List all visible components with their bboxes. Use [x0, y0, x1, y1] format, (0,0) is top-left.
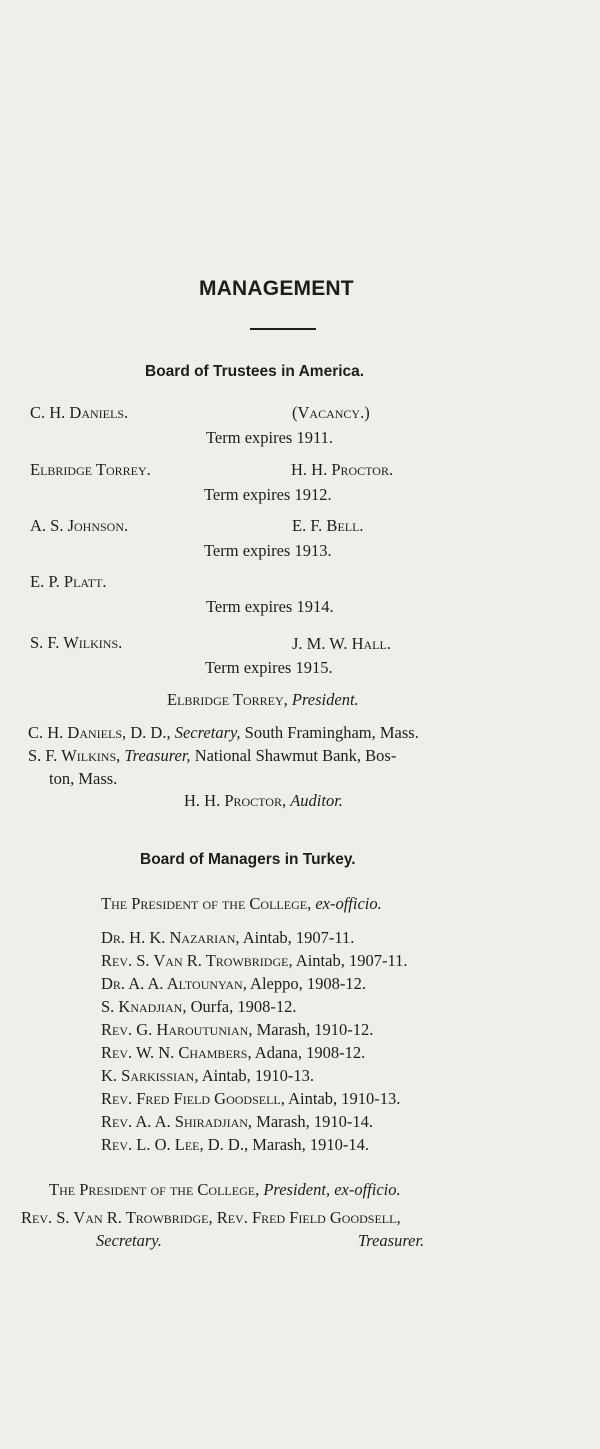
treasurer-name: S. F. Wilkins,	[28, 746, 121, 765]
member-name: Rev. A. A. Shiradjian,	[101, 1112, 253, 1131]
member-name: K. Sarkissian,	[101, 1066, 199, 1085]
trustee-left: Elbridge Torrey.	[30, 460, 151, 479]
treasurer-officer-name: Rev. Fred Field Goodsell,	[216, 1208, 401, 1227]
managers-heading: Board of Managers in Turkey.	[140, 851, 356, 868]
member-place-term: Aintab, 1907-11.	[295, 951, 408, 970]
trustees-president-line	[167, 690, 359, 710]
term-line: Term expires 1915.	[205, 658, 333, 677]
exofficio-name: The President of the College,	[101, 894, 312, 913]
member-place-term: Marash, 1910-14.	[256, 1112, 374, 1131]
member-name: Rev. Fred Field Goodsell,	[101, 1089, 285, 1108]
member-line	[101, 974, 366, 994]
term-line: Term expires 1914.	[206, 597, 334, 616]
trustee-left: C. H. Daniels.	[30, 403, 129, 422]
title-rule	[250, 328, 316, 330]
member-line	[101, 928, 354, 948]
trustee-left: E. P. Platt.	[30, 572, 107, 591]
treasurer-officer-role: Treasurer.	[358, 1231, 425, 1250]
member-place-term: Adana, 1908-12.	[254, 1043, 366, 1062]
managers-president-line	[49, 1180, 401, 1200]
auditor-role: Auditor.	[290, 791, 343, 810]
member-place-term: Aleppo, 1908-12.	[250, 974, 366, 993]
member-name: Dr. A. A. Altounyan,	[101, 974, 247, 993]
auditor-name: H. H. Proctor,	[184, 791, 287, 810]
secretary-officer-role: Secretary.	[96, 1231, 162, 1250]
term-line: Term expires 1913.	[204, 541, 332, 560]
member-name: Rev. L. O. Lee, D. D.,	[101, 1135, 249, 1154]
page-title: MANAGEMENT	[199, 277, 354, 300]
member-line	[101, 1043, 365, 1063]
member-place-term: Marash, 1910-14.	[252, 1135, 370, 1154]
member-line	[101, 1066, 314, 1086]
term-line: Term expires 1911.	[206, 428, 333, 447]
term-line: Term expires 1912.	[204, 485, 332, 504]
officers-line	[21, 1208, 401, 1228]
exofficio-line	[101, 894, 382, 914]
secretary-officer-name: Rev. S. Van R. Trowbridge,	[21, 1208, 213, 1227]
trustee-right: E. F. Bell.	[292, 516, 364, 535]
treasurer-role: Treasurer,	[124, 746, 191, 765]
trustee-left: A. S. Johnson.	[30, 516, 129, 535]
trustee-left: S. F. Wilkins.	[30, 633, 123, 652]
member-name: Rev. S. Van R. Trowbridge,	[101, 951, 293, 970]
member-line	[101, 997, 296, 1017]
exofficio-role: ex-officio.	[315, 894, 382, 913]
trustees-heading: Board of Trustees in America.	[145, 363, 365, 380]
trustee-right: H. H. Proctor.	[291, 460, 394, 479]
member-place-term: Aintab, 1910-13.	[201, 1066, 314, 1085]
president-name: Elbridge Torrey,	[167, 690, 288, 709]
auditor-line	[184, 791, 343, 811]
member-line	[101, 1135, 369, 1155]
secretary-place: South Framingham, Mass.	[244, 723, 419, 742]
trustee-right: J. M. W. Hall.	[292, 634, 391, 653]
member-line	[101, 1020, 373, 1040]
member-name: Rev. G. Haroutunian,	[101, 1020, 253, 1039]
member-place-term: Aintab, 1910-13.	[288, 1089, 401, 1108]
treasurer-line	[28, 746, 396, 766]
secretary-line	[28, 723, 419, 743]
treasurer-place: National Shawmut Bank, Bos-	[194, 746, 397, 765]
member-line	[101, 951, 407, 971]
member-name: S. Knadjian,	[101, 997, 187, 1016]
treasurer-place-continued: ton, Mass.	[49, 769, 118, 788]
member-place-term: Marash, 1910-12.	[256, 1020, 374, 1039]
president-role: President.	[291, 690, 359, 709]
member-place-term: Ourfa, 1908-12.	[190, 997, 297, 1016]
member-name: Dr. H. K. Nazarian,	[101, 928, 240, 947]
member-name: Rev. W. N. Chambers,	[101, 1043, 252, 1062]
managers-president-name: The President of the College,	[49, 1180, 260, 1199]
trustee-right: (Vacancy.)	[292, 403, 370, 422]
member-place-term: Aintab, 1907-11.	[242, 928, 355, 947]
managers-president-role: President, ex-officio.	[263, 1180, 401, 1199]
member-line	[101, 1112, 373, 1132]
secretary-degree: D. D.,	[130, 723, 171, 742]
secretary-role: Secretary,	[174, 723, 241, 742]
secretary-name: C. H. Daniels,	[28, 723, 127, 742]
member-line	[101, 1089, 400, 1109]
